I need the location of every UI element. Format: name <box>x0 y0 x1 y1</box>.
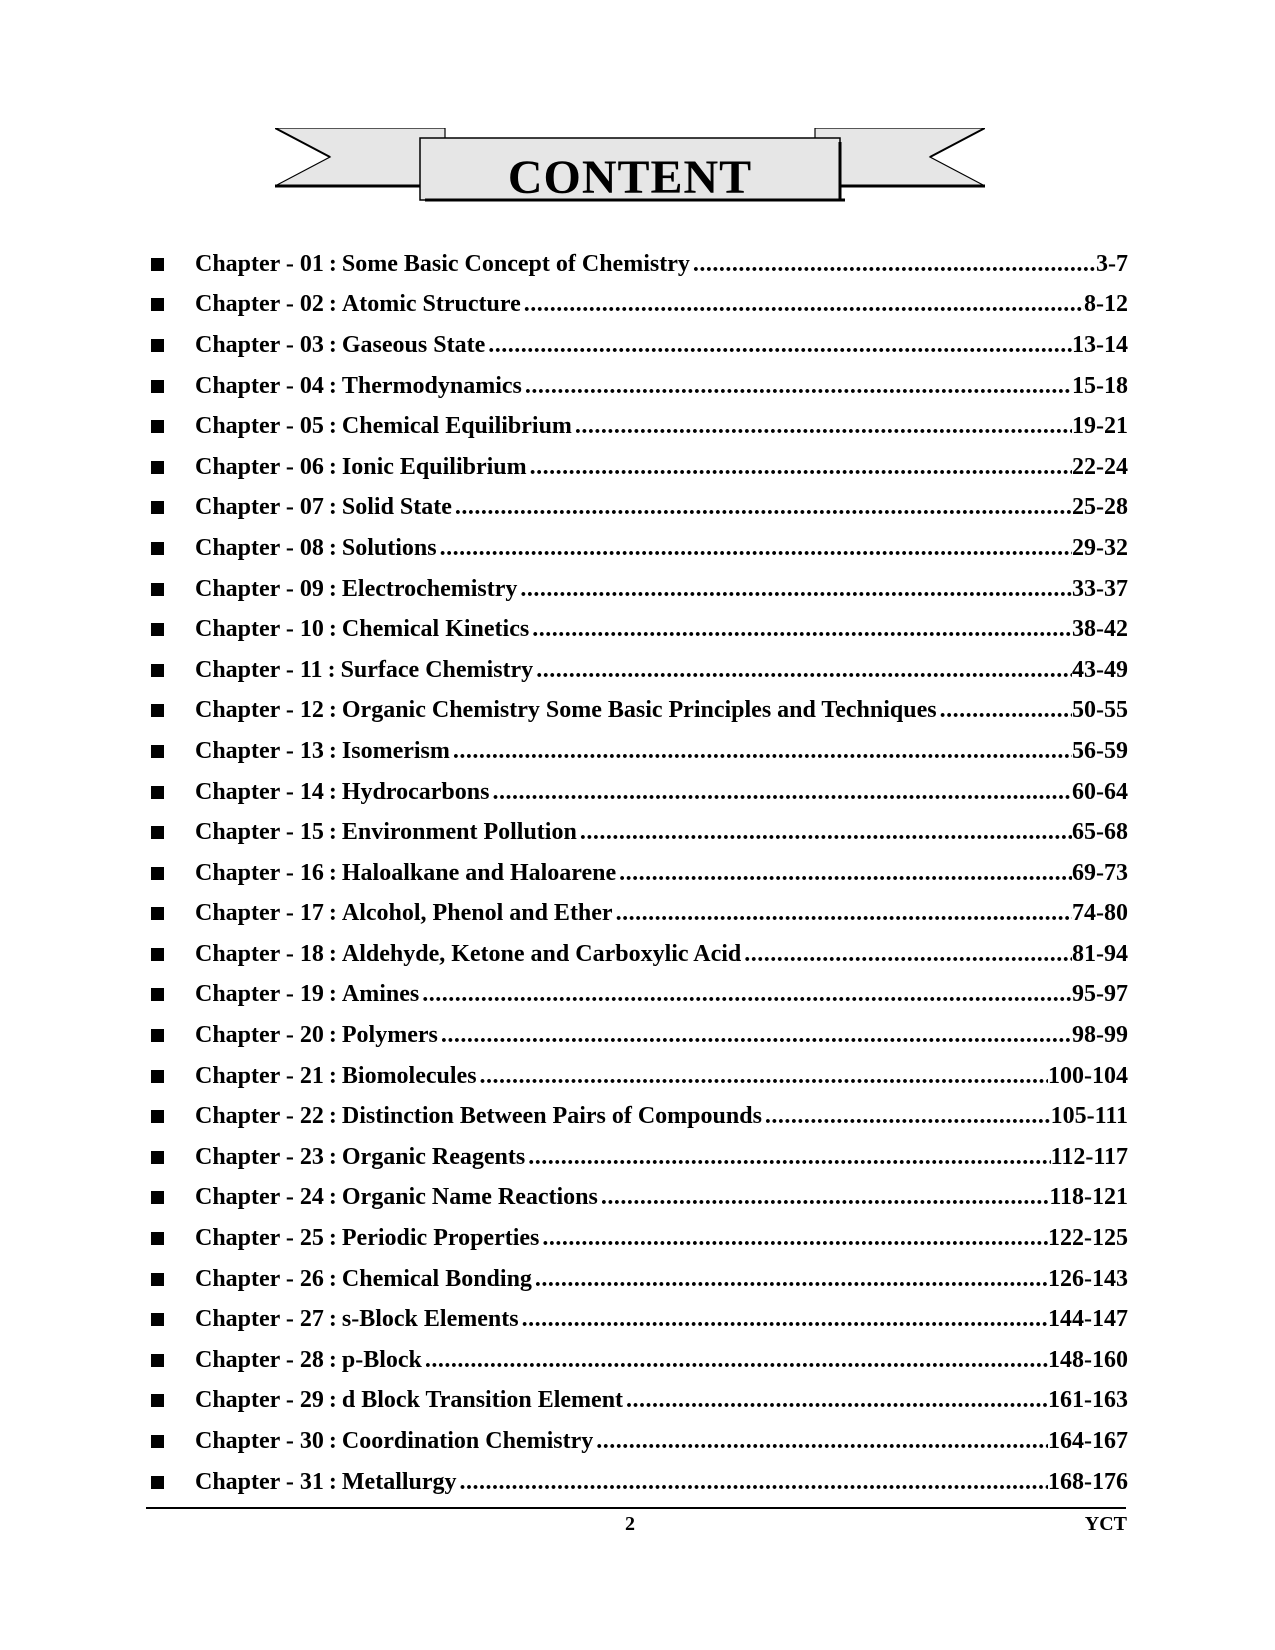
dot-leader <box>525 1144 1050 1171</box>
chapter-pages: 98-99 <box>1072 1022 1128 1049</box>
chapter-label: Chapter - 07 <box>195 494 324 521</box>
toc-entry[interactable] <box>143 1381 1128 1422</box>
square-bullet-icon <box>151 339 164 352</box>
square-bullet-icon <box>151 623 164 636</box>
toc-entry-text <box>195 494 1128 521</box>
square-bullet-icon <box>151 1476 164 1489</box>
toc-entry[interactable] <box>143 731 1128 772</box>
toc-entry-text <box>195 779 1128 806</box>
chapter-separator: : <box>328 1103 337 1130</box>
square-bullet-icon <box>151 1273 164 1286</box>
chapter-title: s-Block Elements <box>341 1306 519 1333</box>
toc-entry[interactable] <box>143 447 1128 488</box>
chapter-pages: 100-104 <box>1048 1062 1128 1089</box>
chapter-title: Electrochemistry <box>341 575 518 602</box>
dot-leader <box>521 291 1084 318</box>
chapter-separator: : <box>328 291 337 318</box>
chapter-separator: : <box>328 616 337 643</box>
chapter-pages: 69-73 <box>1072 859 1128 886</box>
toc-entry[interactable] <box>143 691 1128 732</box>
chapter-label: Chapter - 28 <box>195 1346 324 1373</box>
dot-leader <box>533 657 1072 684</box>
square-bullet-icon <box>151 461 164 474</box>
dot-leader <box>690 251 1096 278</box>
dot-leader <box>598 1184 1049 1211</box>
chapter-pages: 148-160 <box>1048 1346 1128 1373</box>
square-bullet-icon <box>151 1313 164 1326</box>
toc-entry-text <box>195 981 1128 1008</box>
toc-entry[interactable] <box>143 366 1128 407</box>
square-bullet-icon <box>151 1029 164 1042</box>
chapter-title: Some Basic Concept of Chemistry <box>341 250 690 277</box>
dot-leader <box>477 1063 1048 1090</box>
chapter-title: Thermodynamics <box>341 372 522 399</box>
dot-leader <box>741 941 1072 968</box>
square-bullet-icon <box>151 1151 164 1164</box>
chapter-label: Chapter - 12 <box>195 697 324 724</box>
toc-entry[interactable] <box>143 1421 1128 1462</box>
chapter-separator: : <box>328 1184 337 1211</box>
chapter-title: Metallurgy <box>341 1468 457 1495</box>
chapter-separator: : <box>328 1022 337 1049</box>
chapter-separator: : <box>328 981 337 1008</box>
chapter-separator: : <box>328 534 337 561</box>
footer-brand: YCT <box>1084 1513 1127 1535</box>
chapter-title: Environment Pollution <box>341 819 577 846</box>
chapter-title: Hydrocarbons <box>341 778 490 805</box>
chapter-title: Coordination Chemistry <box>341 1428 594 1455</box>
square-bullet-icon <box>151 1191 164 1204</box>
chapter-title: Ionic Equilibrium <box>341 453 527 480</box>
toc-entry[interactable] <box>143 772 1128 813</box>
chapter-separator: : <box>328 697 337 724</box>
toc-entry[interactable] <box>143 894 1128 935</box>
chapter-separator: : <box>328 250 337 277</box>
page-title: CONTENT <box>507 151 753 204</box>
toc-entry-text <box>195 738 1128 765</box>
chapter-pages: 112-117 <box>1050 1143 1128 1170</box>
dot-leader <box>452 494 1072 521</box>
toc-entry[interactable] <box>143 1096 1128 1137</box>
chapter-title: Periodic Properties <box>341 1225 540 1252</box>
dot-leader <box>572 413 1072 440</box>
chapter-separator: : <box>328 1346 337 1373</box>
chapter-label: Chapter - 06 <box>195 453 324 480</box>
chapter-title: Gaseous State <box>341 331 486 358</box>
chapter-pages: 168-176 <box>1048 1468 1128 1495</box>
toc-entry-text <box>195 413 1128 440</box>
chapter-separator: : <box>328 1468 337 1495</box>
dot-leader <box>529 616 1072 643</box>
chapter-separator: : <box>328 778 337 805</box>
dot-leader <box>623 1387 1048 1414</box>
square-bullet-icon <box>151 298 164 311</box>
chapter-separator: : <box>328 1306 337 1333</box>
chapter-pages: 81-94 <box>1072 940 1128 967</box>
chapter-title: Distinction Between Pairs of Compounds <box>341 1103 762 1130</box>
dot-leader <box>422 1347 1048 1374</box>
chapter-label: Chapter - 25 <box>195 1225 324 1252</box>
chapter-pages: 19-21 <box>1072 413 1128 440</box>
chapter-pages: 50-55 <box>1072 697 1128 724</box>
dot-leader <box>489 779 1072 806</box>
chapter-pages: 144-147 <box>1048 1306 1128 1333</box>
chapter-separator: : <box>328 331 337 358</box>
chapter-label: Chapter - 01 <box>195 250 324 277</box>
dot-leader <box>485 332 1072 359</box>
toc-entry[interactable] <box>143 1462 1128 1503</box>
toc-entry-text <box>195 291 1128 318</box>
toc-entry[interactable] <box>143 1259 1128 1300</box>
toc-entry-text <box>195 819 1128 846</box>
square-bullet-icon <box>151 1110 164 1123</box>
footer-divider <box>146 1507 1126 1509</box>
chapter-title: Chemical Bonding <box>341 1265 532 1292</box>
toc-entry-text <box>195 941 1128 968</box>
toc-entry[interactable] <box>143 609 1128 650</box>
square-bullet-icon <box>151 867 164 880</box>
toc-entry[interactable] <box>143 1056 1128 1097</box>
chapter-pages: 33-37 <box>1072 575 1128 602</box>
dot-leader <box>517 576 1072 603</box>
toc-entry-text <box>195 1306 1128 1333</box>
toc-entry-text <box>195 1225 1128 1252</box>
chapter-label: Chapter - 16 <box>195 859 324 886</box>
chapter-pages: 56-59 <box>1072 737 1128 764</box>
chapter-label: Chapter - 13 <box>195 737 324 764</box>
toc-entry-text <box>195 1184 1128 1211</box>
chapter-title: Atomic Structure <box>341 291 521 318</box>
dot-leader <box>419 981 1072 1008</box>
table-of-contents <box>143 244 1128 1502</box>
chapter-pages: 38-42 <box>1072 616 1128 643</box>
chapter-label: Chapter - 08 <box>195 534 324 561</box>
chapter-pages: 74-80 <box>1072 900 1128 927</box>
chapter-pages: 95-97 <box>1072 981 1128 1008</box>
toc-entry[interactable] <box>143 853 1128 894</box>
dot-leader <box>762 1103 1051 1130</box>
chapter-label: Chapter - 15 <box>195 819 324 846</box>
toc-entry[interactable] <box>143 812 1128 853</box>
chapter-separator: : <box>328 1387 337 1414</box>
chapter-label: Chapter - 17 <box>195 900 324 927</box>
chapter-separator: : <box>328 737 337 764</box>
chapter-title: Alcohol, Phenol and Ether <box>341 900 613 927</box>
square-bullet-icon <box>151 420 164 433</box>
chapter-title: Isomerism <box>341 737 450 764</box>
chapter-separator: : <box>328 413 337 440</box>
chapter-label: Chapter - 04 <box>195 372 324 399</box>
chapter-pages: 122-125 <box>1048 1225 1128 1252</box>
chapter-label: Chapter - 26 <box>195 1265 324 1292</box>
chapter-separator: : <box>328 1225 337 1252</box>
toc-entry[interactable] <box>143 285 1128 326</box>
chapter-separator: : <box>328 1265 337 1292</box>
chapter-label: Chapter - 05 <box>195 413 324 440</box>
chapter-label: Chapter - 09 <box>195 575 324 602</box>
toc-entry[interactable] <box>143 650 1128 691</box>
chapter-separator: : <box>328 900 337 927</box>
chapter-pages: 43-49 <box>1072 656 1128 683</box>
toc-entry[interactable] <box>143 1299 1128 1340</box>
dot-leader <box>519 1306 1048 1333</box>
chapter-pages: 60-64 <box>1072 778 1128 805</box>
square-bullet-icon <box>151 907 164 920</box>
dot-leader <box>438 1022 1072 1049</box>
chapter-title: Organic Name Reactions <box>341 1184 598 1211</box>
square-bullet-icon <box>151 380 164 393</box>
chapter-pages: 13-14 <box>1072 331 1128 358</box>
chapter-pages: 22-24 <box>1072 453 1128 480</box>
dot-leader <box>616 860 1072 887</box>
toc-entry[interactable] <box>143 406 1128 447</box>
dot-leader <box>522 373 1072 400</box>
dot-leader <box>527 454 1072 481</box>
dot-leader <box>577 819 1072 846</box>
chapter-label: Chapter - 21 <box>195 1062 324 1089</box>
chapter-pages: 25-28 <box>1072 494 1128 521</box>
toc-entry-text <box>195 1347 1128 1374</box>
chapter-label: Chapter - 11 <box>195 656 323 683</box>
chapter-pages: 8-12 <box>1084 291 1128 318</box>
chapter-separator: : <box>328 1428 337 1455</box>
chapter-separator: : <box>327 656 336 683</box>
square-bullet-icon <box>151 786 164 799</box>
square-bullet-icon <box>151 1354 164 1367</box>
toc-entry[interactable] <box>143 1340 1128 1381</box>
chapter-label: Chapter - 27 <box>195 1306 324 1333</box>
toc-entry[interactable] <box>143 934 1128 975</box>
toc-entry[interactable] <box>143 1015 1128 1056</box>
chapter-pages: 164-167 <box>1048 1428 1128 1455</box>
chapter-pages: 15-18 <box>1072 372 1128 399</box>
square-bullet-icon <box>151 501 164 514</box>
dot-leader <box>450 738 1072 765</box>
chapter-separator: : <box>328 1143 337 1170</box>
toc-entry-text <box>195 454 1128 481</box>
chapter-label: Chapter - 14 <box>195 778 324 805</box>
square-bullet-icon <box>151 1394 164 1407</box>
chapter-title: Surface Chemistry <box>340 656 534 683</box>
chapter-title: Polymers <box>341 1022 438 1049</box>
dot-leader <box>437 535 1072 562</box>
toc-entry[interactable] <box>143 488 1128 529</box>
toc-entry[interactable] <box>143 1137 1128 1178</box>
chapter-label: Chapter - 20 <box>195 1022 324 1049</box>
toc-entry[interactable] <box>143 528 1128 569</box>
chapter-title: Chemical Kinetics <box>341 616 530 643</box>
chapter-pages: 65-68 <box>1072 819 1128 846</box>
toc-entry-text <box>195 1428 1128 1455</box>
chapter-separator: : <box>328 575 337 602</box>
chapter-label: Chapter - 03 <box>195 331 324 358</box>
toc-entry-text <box>195 657 1128 684</box>
square-bullet-icon <box>151 988 164 1001</box>
dot-leader <box>457 1469 1048 1496</box>
toc-entry-text <box>195 332 1128 359</box>
chapter-label: Chapter - 19 <box>195 981 324 1008</box>
chapter-label: Chapter - 18 <box>195 940 324 967</box>
square-bullet-icon <box>151 1435 164 1448</box>
chapter-separator: : <box>328 859 337 886</box>
toc-entry[interactable] <box>143 1218 1128 1259</box>
chapter-title: Haloalkane and Haloarene <box>341 859 617 886</box>
square-bullet-icon <box>151 664 164 677</box>
dot-leader <box>532 1266 1048 1293</box>
toc-entry[interactable] <box>143 325 1128 366</box>
chapter-pages: 105-111 <box>1050 1103 1128 1130</box>
chapter-pages: 29-32 <box>1072 534 1128 561</box>
chapter-separator: : <box>328 1062 337 1089</box>
square-bullet-icon <box>151 826 164 839</box>
toc-entry[interactable] <box>143 244 1128 285</box>
chapter-pages: 161-163 <box>1048 1387 1128 1414</box>
chapter-separator: : <box>328 819 337 846</box>
toc-entry-text <box>195 535 1128 562</box>
chapter-separator: : <box>328 453 337 480</box>
square-bullet-icon <box>151 1232 164 1245</box>
square-bullet-icon <box>151 1070 164 1083</box>
toc-entry-text <box>195 697 1128 724</box>
toc-entry-text <box>195 1022 1128 1049</box>
toc-entry-text <box>195 1103 1128 1130</box>
toc-entry[interactable] <box>143 569 1128 610</box>
chapter-label: Chapter - 24 <box>195 1184 324 1211</box>
chapter-label: Chapter - 31 <box>195 1468 324 1495</box>
chapter-label: Chapter - 02 <box>195 291 324 318</box>
dot-leader <box>539 1225 1048 1252</box>
chapter-label: Chapter - 29 <box>195 1387 324 1414</box>
chapter-title: p-Block <box>341 1346 422 1373</box>
dot-leader <box>937 697 1072 724</box>
dot-leader <box>593 1428 1048 1455</box>
toc-entry-text <box>195 1266 1128 1293</box>
toc-entry-text <box>195 251 1128 278</box>
chapter-label: Chapter - 22 <box>195 1103 324 1130</box>
chapter-separator: : <box>328 494 337 521</box>
toc-entry-text <box>195 373 1128 400</box>
chapter-label: Chapter - 23 <box>195 1143 324 1170</box>
chapter-title: Organic Chemistry Some Basic Principles and Techniques <box>341 697 937 724</box>
toc-entry-text <box>195 1469 1128 1496</box>
square-bullet-icon <box>151 745 164 758</box>
toc-entry-text <box>195 860 1128 887</box>
chapter-title: Solid State <box>341 494 452 521</box>
toc-entry-text <box>195 616 1128 643</box>
chapter-title: Amines <box>341 981 420 1008</box>
toc-entry[interactable] <box>143 975 1128 1016</box>
chapter-title: Aldehyde, Ketone and Carboxylic Acid <box>341 940 742 967</box>
toc-entry-text <box>195 1063 1128 1090</box>
dot-leader <box>613 900 1072 927</box>
toc-entry-text <box>195 900 1128 927</box>
chapter-title: Chemical Equilibrium <box>341 413 572 440</box>
page-number: 2 <box>625 1513 635 1535</box>
square-bullet-icon <box>151 258 164 271</box>
square-bullet-icon <box>151 704 164 717</box>
toc-entry-text <box>195 1387 1128 1414</box>
chapter-title: d Block Transition Element <box>341 1387 624 1414</box>
square-bullet-icon <box>151 948 164 961</box>
chapter-pages: 118-121 <box>1049 1184 1128 1211</box>
toc-entry-text <box>195 1144 1128 1171</box>
chapter-pages: 126-143 <box>1048 1265 1128 1292</box>
chapter-separator: : <box>328 940 337 967</box>
chapter-title: Solutions <box>341 534 437 561</box>
chapter-title: Biomolecules <box>341 1062 477 1089</box>
toc-entry-text <box>195 576 1128 603</box>
chapter-separator: : <box>328 372 337 399</box>
square-bullet-icon <box>151 583 164 596</box>
square-bullet-icon <box>151 542 164 555</box>
chapter-pages: 3-7 <box>1096 250 1128 277</box>
chapter-title: Organic Reagents <box>341 1143 526 1170</box>
chapter-label: Chapter - 10 <box>195 616 324 643</box>
chapter-label: Chapter - 30 <box>195 1428 324 1455</box>
toc-entry[interactable] <box>143 1178 1128 1219</box>
